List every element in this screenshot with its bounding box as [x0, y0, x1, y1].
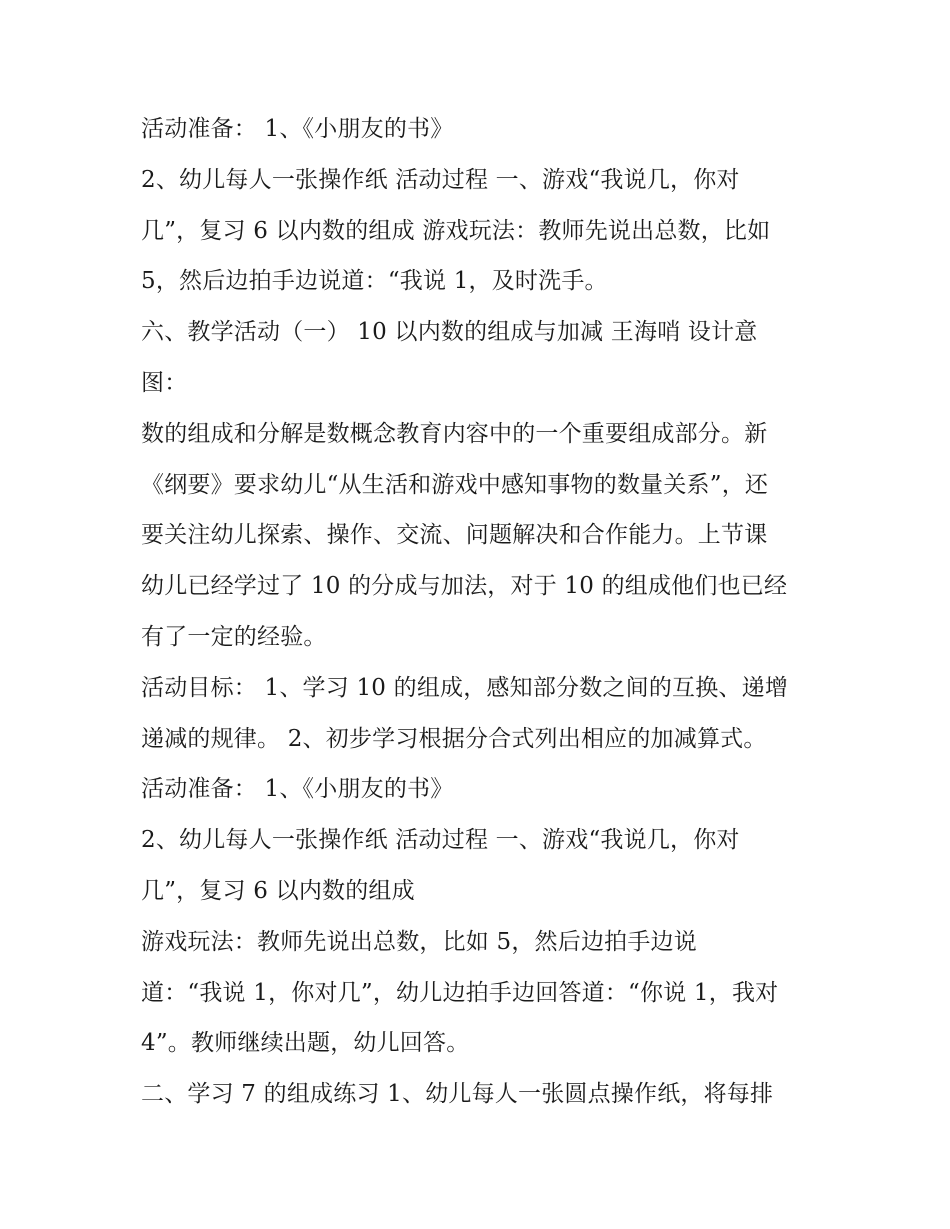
text-line: 4”。教师继续出题，幼儿回答。 [141, 1030, 470, 1057]
text-line: 有了一定的经验。 [141, 623, 327, 650]
text-line: 要关注幼儿探索、操作、交流、问题解决和合作能力。上节课 [141, 522, 768, 549]
text-line: 2、幼儿每人一张操作纸 活动过程 一、游戏“我说几，你对 [141, 166, 740, 193]
document-body [141, 104, 821, 1120]
text-line: 二、学习 7 的组成练习 1、幼儿每人一张圆点操作纸，将每排 [141, 1081, 774, 1108]
text-line: 数的组成和分解是数概念教育内容中的一个重要组成部分。新 [141, 420, 768, 447]
text-line: 活动准备： 1、《小朋友的书》 [141, 116, 454, 142]
text-line: 活动准备： 1、《小朋友的书》 [141, 776, 454, 803]
text-line: 活动目标： 1、学习 10 的组成，感知部分数之间的互换、递增 [141, 674, 789, 701]
text-line: 道：“我说 1，你对几”，幼儿边拍手边回答道：“你说 1，我对 [141, 979, 779, 1006]
text-line: 《纲要》要求幼儿“从生活和游戏中感知事物的数量关系”，还 [141, 471, 769, 498]
text-line: 图： [141, 369, 188, 396]
text-line: 幼儿已经学过了 10 的分成与加法，对于 10 的组成他们也已经 [141, 573, 788, 600]
text-line: 5，然后边拍手边说道：“我说 1，及时洗手。 [141, 268, 608, 295]
text-line: 游戏玩法：教师先说出总数，比如 5，然后边拍手边说 [141, 928, 697, 955]
text-line: 递减的规律。 2、初步学习根据分合式列出相应的加减算式。 [141, 725, 767, 752]
text-line: 六、教学活动（一） 10 以内数的组成与加减 王海哨 设计意 [141, 319, 758, 346]
text-line: 几”，复习 6 以内数的组成 游戏玩法：教师先说出总数，比如 [141, 217, 771, 244]
text-line: 几”，复习 6 以内数的组成 [141, 877, 415, 904]
text-line: 2、幼儿每人一张操作纸 活动过程 一、游戏“我说几，你对 [141, 827, 740, 854]
